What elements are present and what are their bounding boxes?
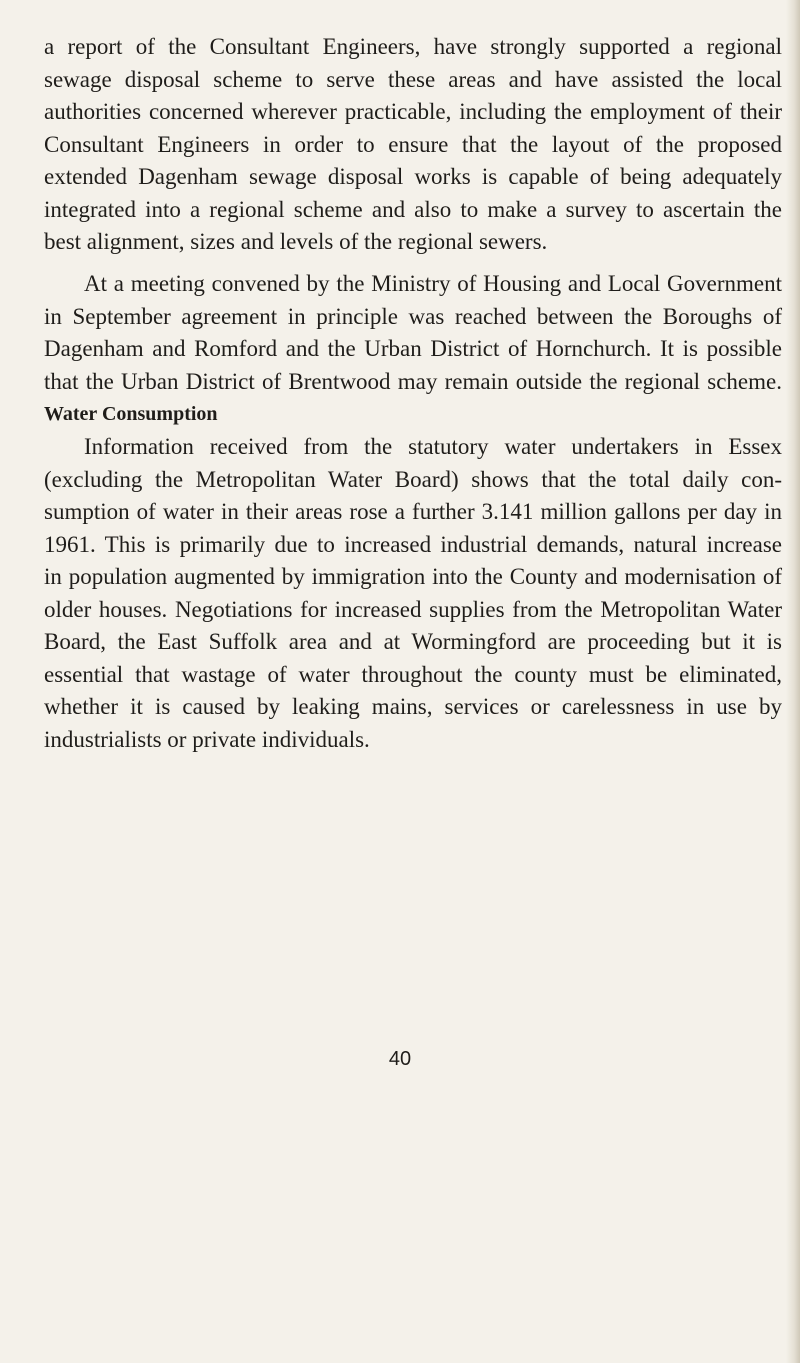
text-line: Consultant Engineers in order to ensure that the layout of the proposed <box>44 131 782 157</box>
text-line: integrated into a regional scheme and also to make a survey to ascertain the <box>44 196 782 222</box>
paragraph-regional-sewage <box>44 31 782 259</box>
text-line: that the Urban District of Brentwood may remain outside the regional scheme. <box>44 368 782 394</box>
paragraph-ministry-meeting <box>44 268 782 398</box>
text-line: a report of the Consultant Engineers, have strongly supported a regional <box>44 34 782 59</box>
page-number: 40 <box>388 1048 412 1070</box>
text-line: (excluding the Metropolitan Water Board) shows that the total daily con- <box>44 466 782 492</box>
text-line: best alignment, sizes and levels of the regional sewers. <box>44 229 548 254</box>
text-line: industrialists or private individuals. <box>44 726 370 752</box>
text-line: extended Dagenham sewage disposal works is capable of being adequately <box>44 164 782 189</box>
text-line: At a meeting convened by the Ministry of Housing and Local Government <box>84 271 782 296</box>
page-edge <box>786 0 800 1363</box>
paragraph-water-consumption <box>44 431 782 756</box>
text-line: sewage disposal scheme to serve these areas and have assisted the local <box>44 66 782 92</box>
text-line: in September agreement in principle was reached between the Boroughs of <box>44 303 782 329</box>
text-line: whether it is caused by leaking mains, services or carelessness in use by <box>44 694 782 719</box>
section-heading: Water Consumption <box>44 403 218 425</box>
text-line: Information received from the statutory water undertakers in Essex <box>84 434 782 459</box>
text-line: authorities concerned wherever practicable, including the employment of their <box>44 99 782 124</box>
text-line: 1961. This is primarily due to increased industrial demands, natural increase <box>44 531 782 557</box>
text-line: essential that wastage of water throughout the county must be eliminated, <box>44 661 782 687</box>
text-line: in population augmented by immigration into the County and modernisation of <box>44 564 782 589</box>
text-line: Board, the East Suffolk area and at Wormingford are proceeding but it is <box>44 629 782 654</box>
text-line: older houses. Negotiations for increased supplies from the Metropolitan Water <box>44 596 782 622</box>
text-line: Dagenham and Romford and the Urban District of Hornchurch. It is possible <box>44 336 782 361</box>
text-line: sumption of water in their areas rose a further 3.141 million gallons per day in <box>44 499 782 524</box>
